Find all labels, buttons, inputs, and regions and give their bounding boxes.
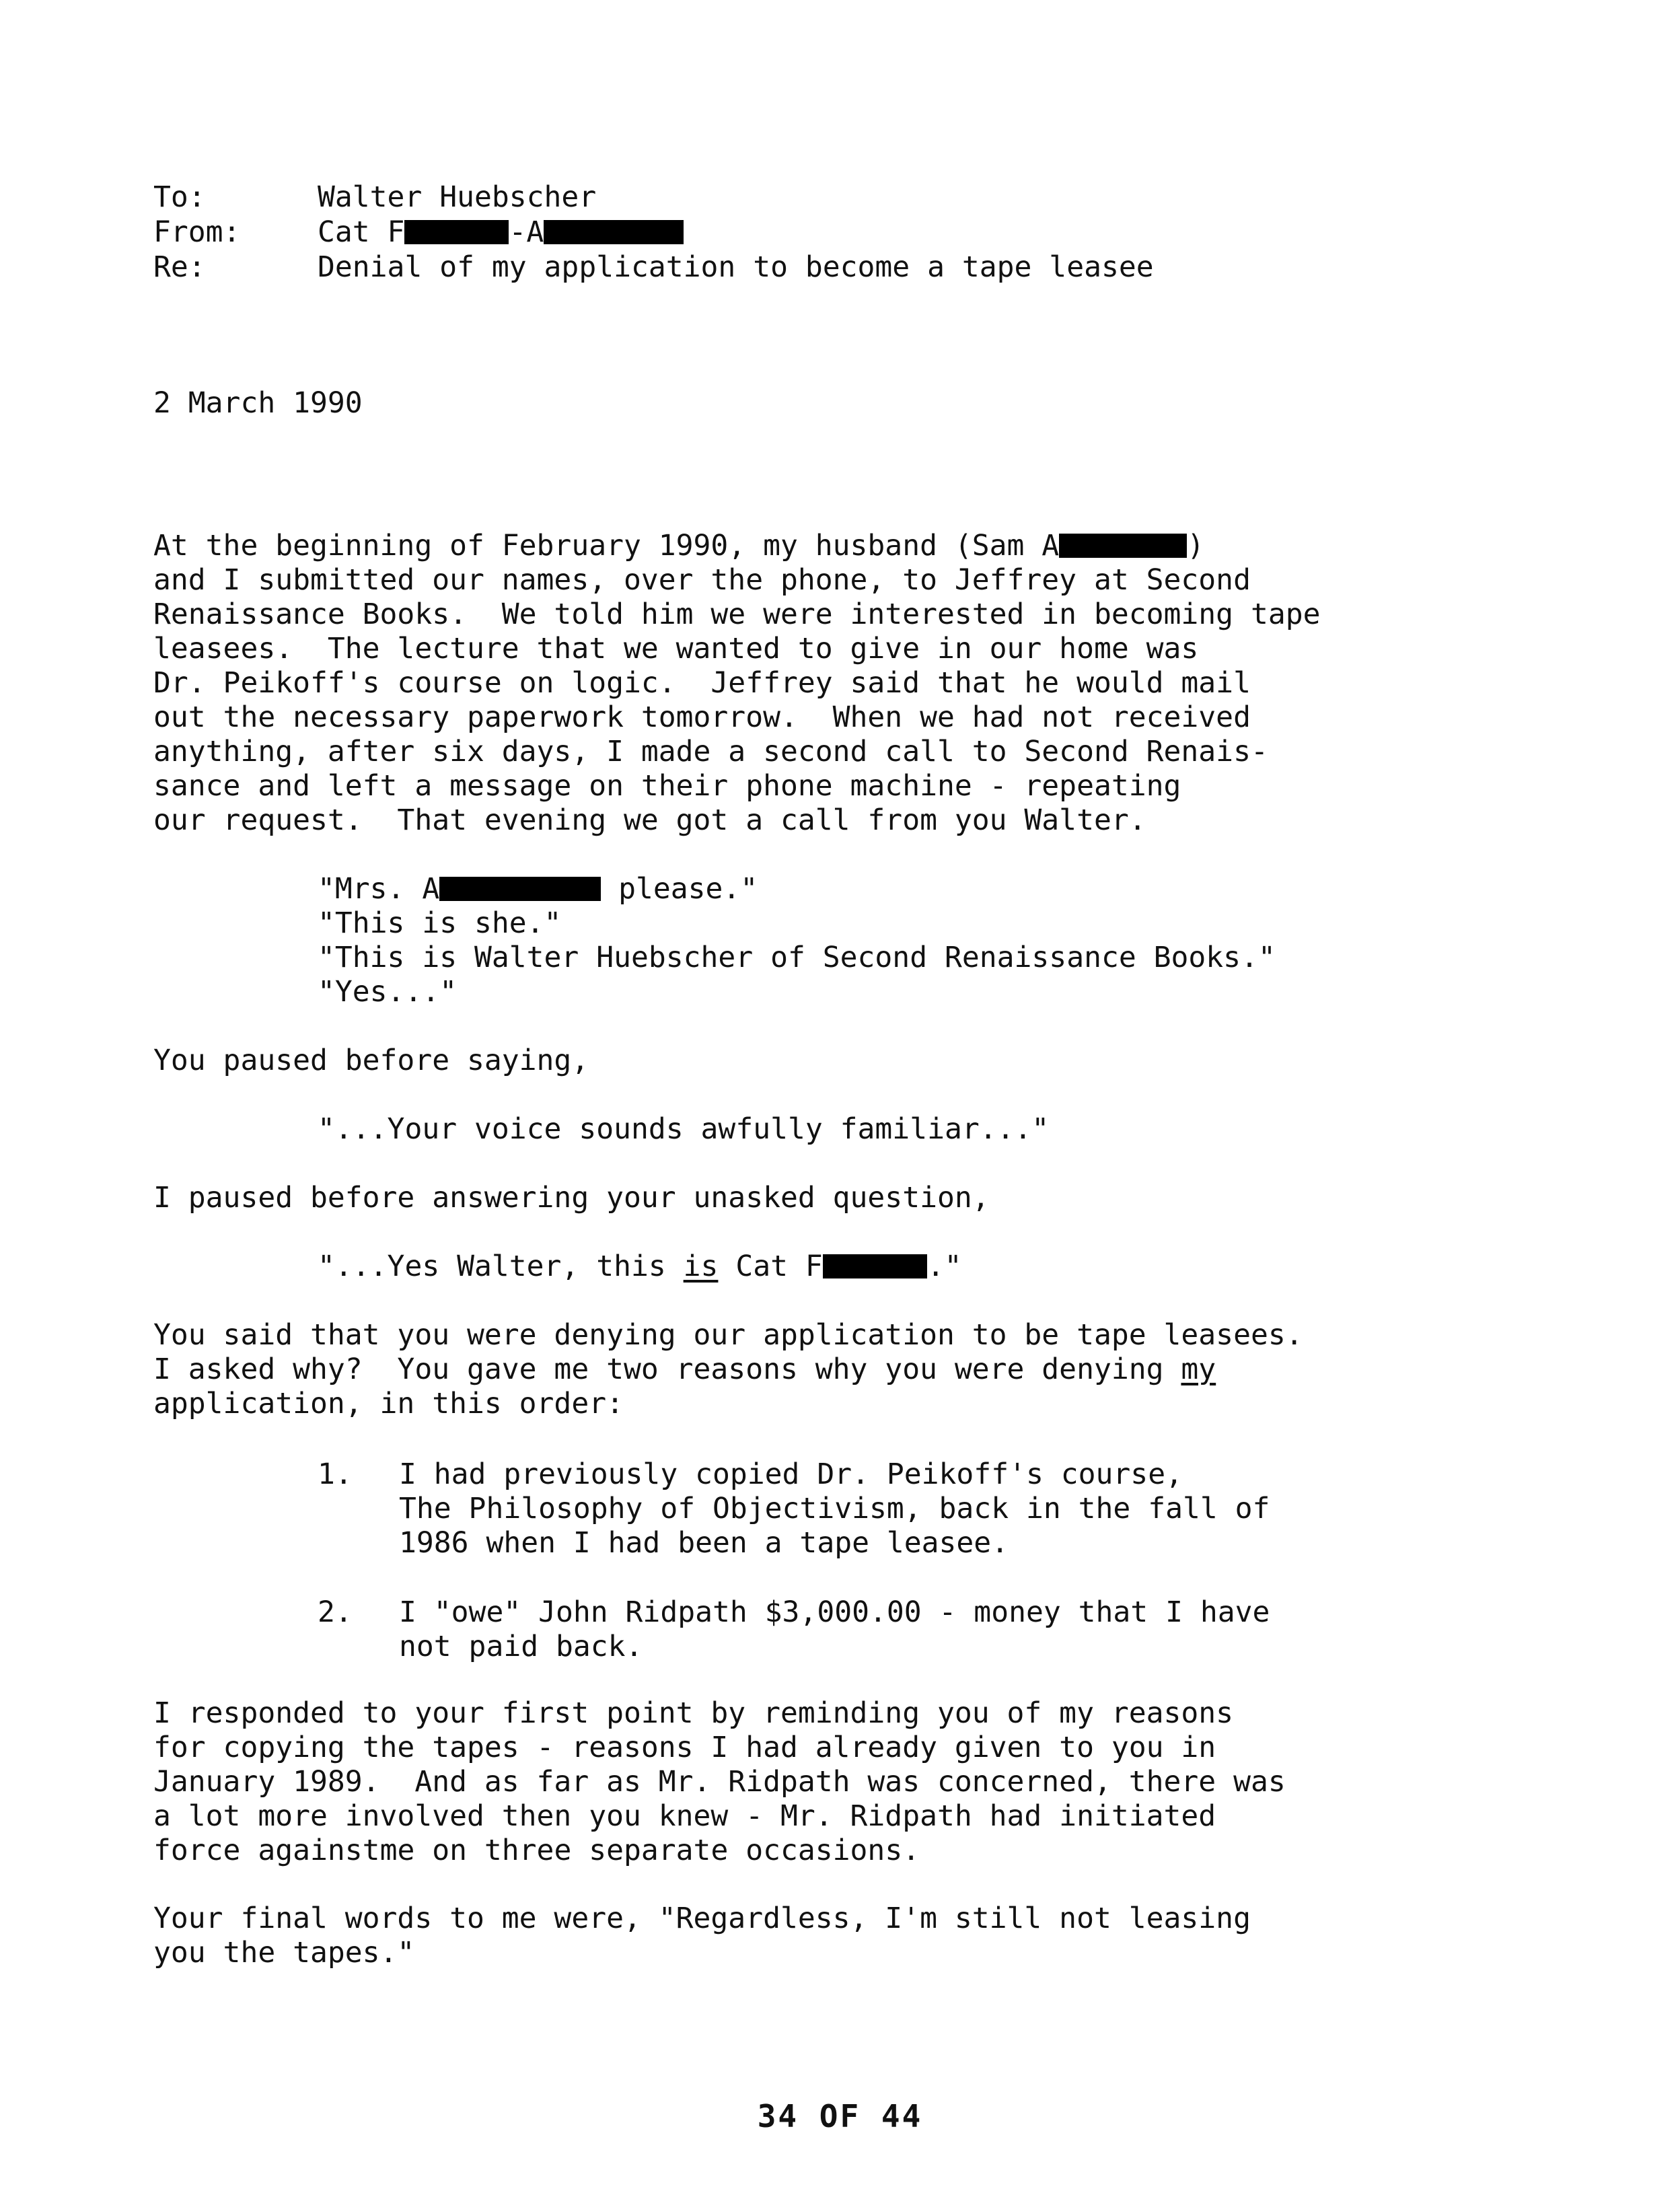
from-name-a: Cat F <box>318 215 405 249</box>
para1-line: anything, after six days, I made a second call to Second Renais- <box>153 735 1268 768</box>
para4-line: you the tapes." <box>153 1936 415 1970</box>
narration-line: I paused before answering your unasked question, <box>153 1181 990 1215</box>
underlined-word: is <box>683 1250 719 1283</box>
para1-line: sance and left a message on their phone machine - repeating <box>153 769 1181 803</box>
dialog-line: "This is she." <box>318 906 562 940</box>
redaction-bar <box>439 877 601 901</box>
para3-line: force againstme on three separate occasions. <box>153 1834 920 1867</box>
para1-line: our request. That evening we got a call from you Walter. <box>153 803 1146 837</box>
from-name-b: -A <box>509 215 544 249</box>
underlined-word: my <box>1181 1353 1216 1386</box>
redaction-bar <box>1059 534 1187 558</box>
from-value <box>318 215 684 249</box>
para3-line: for copying the tapes - reasons I had already given to you in <box>153 1731 1216 1764</box>
quote-line: "...Yes Walter, this is Cat F ." <box>318 1250 962 1283</box>
para3-line: a lot more involved then you knew - Mr. Ridpath had initiated <box>153 1799 1216 1833</box>
para1-line: leasees. The lecture that we wanted to give in our home was <box>153 632 1199 665</box>
list-item-line: The Philosophy of Objectivism, back in the fall of <box>399 1492 1270 1525</box>
para1-line: Dr. Peikoff's course on logic. Jeffrey said that he would mail <box>153 666 1251 700</box>
list-item-line: 1986 when I had been a tape leasee. <box>399 1526 1009 1560</box>
list-number: 1. <box>318 1457 353 1491</box>
list-item-line: I "owe" John Ridpath $3,000.00 - money that I have <box>399 1595 1270 1629</box>
para2-line: I asked why? You gave me two reasons why you were denying my <box>153 1353 1216 1386</box>
redaction-bar <box>404 220 509 244</box>
para4-line: Your final words to me were, "Regardless, I'm still not leasing <box>153 1902 1251 1935</box>
redaction-bar <box>544 220 684 244</box>
letter-date: 2 March 1990 <box>153 386 363 420</box>
narration-line: You paused before saying, <box>153 1044 589 1077</box>
re-value: Denial of my application to become a tape leasee <box>318 250 1154 284</box>
list-item-line: not paid back. <box>399 1630 643 1663</box>
para2-line: application, in this order: <box>153 1387 624 1420</box>
re-label: Re: <box>153 250 206 284</box>
quote-line: "...Your voice sounds awfully familiar..." <box>318 1112 1050 1146</box>
para1-line: Renaissance Books. We told him we were interested in becoming tape <box>153 598 1321 631</box>
to-label: To: <box>153 180 206 214</box>
para1-line: and I submitted our names, over the phone, to Jeffrey at Second <box>153 563 1251 597</box>
list-number: 2. <box>318 1595 353 1629</box>
dialog-line: "This is Walter Huebscher of Second Renaissance Books." <box>318 941 1276 974</box>
para1-line: At the beginning of February 1990, my husband (Sam A ) <box>153 529 1205 563</box>
dialog-line: "Yes..." <box>318 975 458 1009</box>
para3-line: January 1989. And as far as Mr. Ridpath was concerned, there was <box>153 1765 1286 1799</box>
page-counter: 34 OF 44 <box>757 2098 923 2134</box>
para1-line: out the necessary paperwork tomorrow. When we had not received <box>153 700 1251 734</box>
redaction-bar <box>823 1254 927 1278</box>
para2-line: You said that you were denying our application to be tape leasees. <box>153 1318 1303 1352</box>
to-value: Walter Huebscher <box>318 180 597 214</box>
from-label: From: <box>153 215 241 249</box>
list-item-line: I had previously copied Dr. Peikoff's course, <box>399 1457 1183 1491</box>
dialog-line: "Mrs. A please." <box>318 872 758 906</box>
para3-line: I responded to your first point by reminding you of my reasons <box>153 1696 1234 1730</box>
